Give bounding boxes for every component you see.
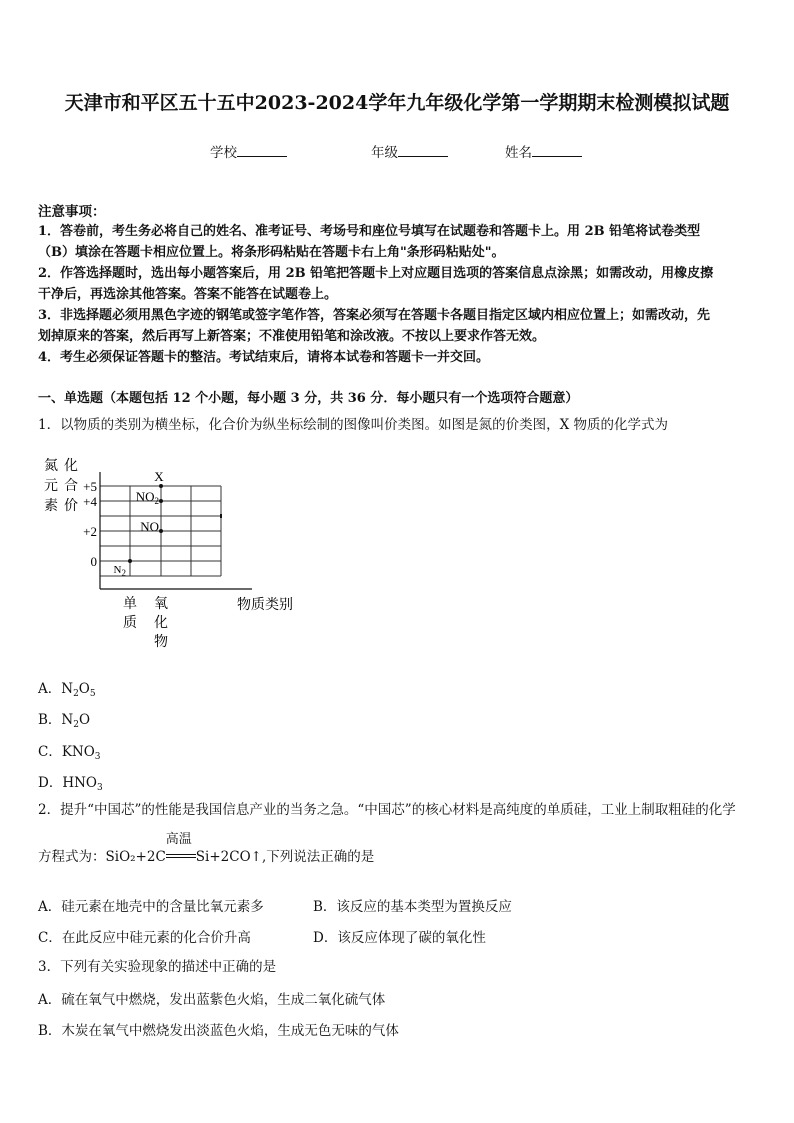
notice-line-2: （B）填涂在答题卡相应位置上。将条形码粘贴在答题卡右上角"条形码粘贴处"。 — [38, 245, 505, 260]
q3-option-a[interactable]: A．硫在氧气中燃烧，发出蓝紫色火焰，生成二氧化硫气体 — [38, 992, 386, 1008]
q2-equation — [38, 832, 375, 867]
name-label: 姓名 — [505, 145, 532, 161]
q2-option-d[interactable]: D．该反应体现了碳的氧化性 — [313, 930, 486, 946]
q1-option-c[interactable]: C．$KNO_3$ — [38, 744, 101, 762]
data-point — [159, 529, 163, 533]
notice-line-3: 2．作答选择题时，选出每小题答案后，用 2B 铅笔把答题卡上对应题目选项的答案信息点涂黑；如需改动，用橡皮擦 — [38, 266, 714, 281]
ylabel-right-1: 化 — [64, 459, 78, 474]
data-point-label: X — [154, 469, 164, 484]
x-categories — [123, 596, 168, 650]
data-point-label: $N_2$ — [113, 564, 126, 578]
q2-option-a[interactable]: A．硅元素在地壳中的含量比氧元素多 — [38, 899, 264, 915]
ylabel-left-2: 元 — [44, 479, 58, 494]
notice-line-6: 划掉原来的答案，然后再写上新答案；不准使用铅笔和涂改液。不按以上要求作答无效。 — [38, 329, 546, 344]
eq-condition: 高温 — [165, 832, 192, 847]
name-field — [505, 141, 582, 161]
school-field — [210, 141, 287, 161]
data-point-label: $NO_2$ — [135, 489, 159, 506]
grade-blank[interactable] — [398, 142, 448, 157]
grade-label: 年级 — [371, 145, 398, 161]
grade-field — [371, 141, 448, 161]
notice-line-7: 4．考生必须保证答题卡的整洁。考试结束后，请将本试卷和答题卡一并交回。 — [38, 350, 490, 365]
q3-option-b[interactable]: B．木炭在氧气中燃烧发出淡蓝色火焰，生成无色无味的气体 — [38, 1023, 399, 1039]
notice-line-5: 3．非选择题必须用黑色字迹的钢笔或签字笔作答，答案必须写在答题卡各题目指定区域内相应位置上；如需改动，先 — [38, 308, 711, 323]
q3-stem: 3．下列有关实验现象的描述中正确的是 — [38, 959, 277, 975]
y-tick-label: +5 — [83, 479, 97, 494]
y-tick-label: +2 — [83, 524, 97, 539]
x-category-label: 化 — [154, 616, 168, 631]
notice-line-1: 1．答卷前，考生务必将自己的姓名、准考证号、考场号和座位号填写在试题卷和答题卡上。用 2B 铅笔将试卷类型 — [38, 224, 701, 239]
q1-option-a[interactable]: A．$N_2O_5$ — [38, 681, 96, 699]
y-ticks — [83, 479, 97, 569]
x-category-label: 氧 — [154, 597, 168, 612]
ylabel-left-3: 素 — [44, 499, 58, 514]
q1-stem: 1．以物质的类别为横坐标，化合价为纵坐标绘制的图像叫价类图。如图是氮的价类图，X 物质的化学式为 — [38, 417, 668, 433]
x-axis-label: 物质类别 — [237, 598, 293, 613]
ylabel-right-2: 合 — [64, 479, 78, 494]
x-category-label: 质 — [123, 616, 137, 631]
data-point-label: NO — [140, 519, 159, 534]
eq-right: Si+2CO↑,下列说法正确的是 — [195, 849, 375, 865]
notice-line-4: 干净后，再选涂其他答案。答案不能答在试题卷上。 — [38, 287, 338, 302]
data-point — [159, 484, 163, 488]
eq-arrow — [165, 832, 196, 861]
q1-option-b[interactable]: B．$N_2O$ — [38, 712, 91, 730]
eq-prefix: 方程式为： — [38, 849, 106, 865]
ylabel-left-1: 氮 — [44, 459, 58, 474]
data-point — [159, 499, 163, 503]
x-category-label: 物 — [154, 635, 168, 650]
notice-heading: 注意事项： — [38, 204, 106, 220]
y-tick-label: 0 — [90, 554, 97, 569]
valence-chart — [40, 452, 320, 657]
x-category-label: 单 — [123, 597, 137, 612]
q1-option-d[interactable]: D．$HNO_3$ — [38, 775, 103, 793]
page-title: 天津市和平区五十五中2023-2024学年九年级化学第一学期期末检测模拟试题 — [64, 92, 730, 114]
school-label: 学校 — [210, 145, 237, 161]
y-tick-label: +4 — [83, 494, 97, 509]
data-point — [128, 559, 132, 563]
q2-option-c[interactable]: C．在此反应中硅元素的化合价升高 — [38, 930, 251, 946]
q2-option-b[interactable]: B．该反应的基本类型为置换反应 — [313, 899, 512, 915]
section-heading: 一、单选题（本题包括 12 个小题，每小题 3 分，共 36 分．每小题只有一个选项符合题意） — [38, 391, 579, 406]
eq-left: SiO₂+2C — [105, 849, 166, 865]
school-blank[interactable] — [237, 142, 287, 157]
ylabel-right-3: 价 — [64, 499, 78, 514]
q2-stem: 2．提升“中国芯”的性能是我国信息产业的当务之急。“中国芯”的核心材料是高纯度的单质硅，工业上制取粗硅的化学 — [38, 802, 736, 818]
name-blank[interactable] — [532, 142, 582, 157]
